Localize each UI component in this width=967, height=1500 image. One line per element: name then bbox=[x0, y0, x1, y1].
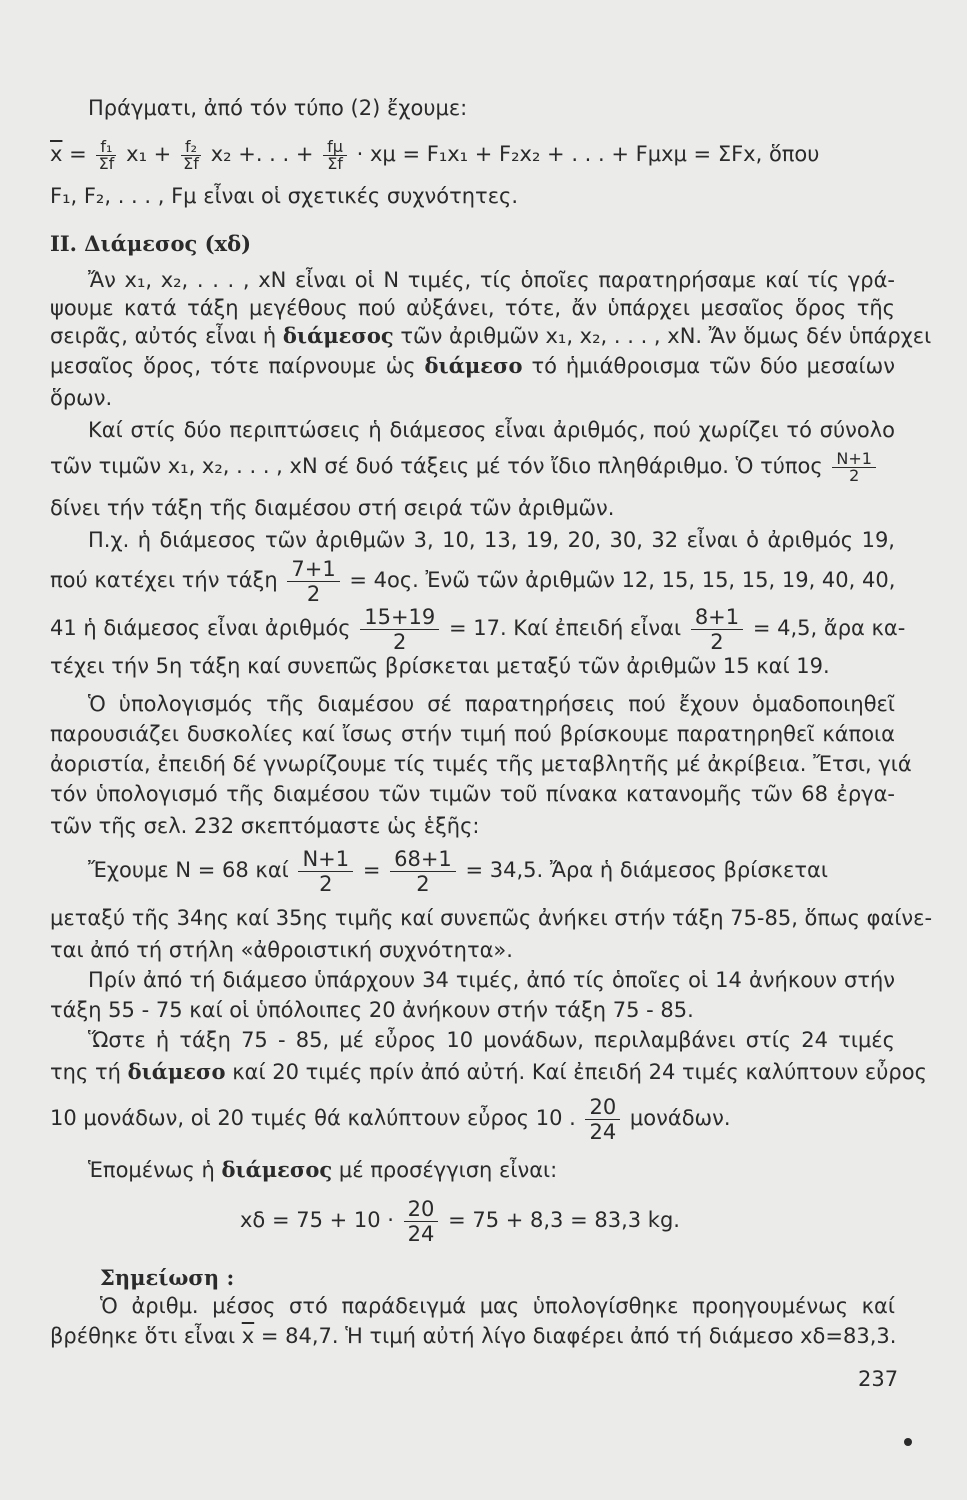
text-line: ψουμε κατά τάξη μεγέθους πού αὐξάνει, τότε, ἄν ὑπάρχει μεσαῖος ὅρος τῆς bbox=[50, 296, 895, 320]
text-line: τέχει τήν 5η τάξη καί συνεπῶς βρίσκεται μεταξύ τῶν ἀριθμῶν 15 καί 19. bbox=[50, 654, 830, 678]
section-heading: II. Διάμεσος (xδ) bbox=[50, 231, 252, 256]
fraction: $\frac{\text{f₁}}{\Sigma f}$ bbox=[96, 139, 116, 172]
text-line: Πρίν ἀπό τή διάμεσο ὑπάρχουν 34 τιμές, ἀπό τίς ὁποῖες οἱ 14 ἀνήκουν στήν bbox=[88, 968, 895, 992]
fraction: $\frac{20}{24}$ bbox=[585, 1095, 620, 1144]
fraction: $\frac{20}{24}$ bbox=[404, 1197, 439, 1246]
text-line: Ἔχουμε N = 68 καί $\frac{N+1}{2}$ = $\frac{68+1}{2}$ = 34,5. Ἄρα ἡ διάμεσος βρίσκεται bbox=[88, 846, 828, 896]
term-median: διάμεσος bbox=[282, 323, 394, 348]
term-median: διάμεσο bbox=[127, 1059, 226, 1084]
mean-symbol: $\overline{x}$ bbox=[50, 142, 63, 166]
text-line: F₁, F₂, . . . , Fμ εἶναι οἱ σχετικές συχνότητες. bbox=[50, 184, 519, 208]
text-line: Καί στίς δύο περιπτώσεις ἡ διάμεσος εἶναι ἀριθμός, πού χωρίζει τό σύνολο bbox=[88, 418, 895, 442]
term-median: διάμεσο bbox=[424, 353, 523, 378]
fraction: $\frac{f\mu}{\Sigma f}$ bbox=[323, 139, 347, 172]
text-line: δίνει τήν τάξη τῆς διαμέσου στή σειρά τῶν ἀριθμῶν. bbox=[50, 496, 615, 520]
text-line: 10 μονάδων, οἱ 20 τιμές θά καλύπτουν εὖρος 10 . $\frac{20}{24}$ μονάδων. bbox=[50, 1094, 731, 1144]
text-line: τάξη 55 - 75 καί οἱ ὑπόλοιπες 20 ἀνήκουν στήν τάξη 75 - 85. bbox=[50, 998, 694, 1022]
text-line: μεσαῖος ὅρος, τότε παίρνουμε ὡς διάμεσο τό ἡμιάθροισμα τῶν δύο μεσαίων bbox=[50, 353, 895, 378]
fraction: $\frac{N+1}{2}$ bbox=[298, 847, 353, 896]
text-line: μεταξύ τῆς 34ης καί 35ης τιμῆς καί συνεπῶς ἀνήκει στήν τάξη 75-85, ὅπως φαίνε- bbox=[50, 906, 933, 930]
text-line: τῶν τιμῶν x₁, x₂, . . . , xN σέ δυό τάξεις μέ τόν ἴδιο πληθάριθμο. Ὁ τύπος $\frac{N+1}{2}$ bbox=[50, 444, 895, 488]
mean-formula: $\overline{x}$ = $\frac{\text{f₁}}{\Sigma f}$ x₁ + $\frac{\text{f₂}}{\Sigma f}$ x₂ +. . . + $\frac{f\mu}{\Sigma f}$ · xμ = F₁x₁ + F₂x₂ + . . . + Fμxμ = ΣFx, ὅπου bbox=[50, 136, 820, 173]
text-line: ται ἀπό τή στήλη «ἀθροιστική συχνότητα». bbox=[50, 938, 513, 962]
text-line: Πράγματι, ἀπό τόν τύπο (2) ἔχουμε: bbox=[88, 96, 468, 120]
fraction: $\frac{8+1}{2}$ bbox=[691, 605, 743, 654]
fraction: $\frac{N+1}{2}$ bbox=[832, 451, 876, 484]
text-line: της τή διάμεσο καί 20 τιμές πρίν ἀπό αὐτή. Καί ἐπειδή 24 τιμές καλύπτουν εὖρος bbox=[50, 1059, 927, 1084]
text-line: βρέθηκε ὅτι εἶναι $\overline{x} = 84,7$. Ἡ τιμή αὐτή λίγο διαφέρει ἀπό τή διάμεσο xδ=83,3. bbox=[50, 1324, 897, 1348]
note-heading: Σημείωση : bbox=[100, 1265, 235, 1290]
text-line: Ἑπομένως ἡ διάμεσος μέ προσέγγιση εἶναι: bbox=[88, 1157, 558, 1182]
text-line: τόν ὑπολογισμό τῆς διαμέσου τῶν τιμῶν τοῦ πίνακα κατανομῆς τῶν 68 ἐργα- bbox=[50, 782, 895, 806]
page-number: 237 bbox=[858, 1367, 899, 1391]
text-line: ὅρων. bbox=[50, 386, 113, 410]
median-result-formula: xδ = 75 + 10 · $\frac{20}{24}$ = 75 + 8,3 = 83,3 kg. bbox=[240, 1196, 680, 1246]
text-line: 41 ἡ διάμεσος εἶναι ἀριθμός $\frac{15+19}{2}$ = 17. Καί ἐπειδή εἶναι $\frac{8+1}{2}$ = 4,5, ἄρα κα- bbox=[50, 604, 906, 654]
text-line: Ὥστε ἡ τάξη 75 - 85, μέ εὖρος 10 μονάδων, περιλαμβάνει στίς 24 τιμές bbox=[88, 1028, 895, 1052]
term-median: διάμεσος bbox=[221, 1157, 333, 1182]
text-line: πού κατέχει τήν τάξη $\frac{7+1}{2}$ = 4ος. Ἐνῶ τῶν ἀριθμῶν 12, 15, 15, 15, 19, 40, 40, bbox=[50, 556, 896, 606]
text-line: Ἄν x₁, x₂, . . . , xN εἶναι οἱ N τιμές, τίς ὁποῖες παρατηρήσαμε καί τίς γρά- bbox=[88, 268, 895, 292]
text-line: Ὁ ἀριθμ. μέσος στό παράδειγμά μας ὑπολογίσθηκε προηγουμένως καί bbox=[100, 1294, 895, 1318]
text-line: Π.χ. ἡ διάμεσος τῶν ἀριθμῶν 3, 10, 13, 19, 20, 30, 32 εἶναι ὁ ἀριθμός 19, bbox=[88, 528, 895, 552]
fraction: $\frac{68+1}{2}$ bbox=[390, 847, 456, 896]
text-line: τῶν τῆς σελ. 232 σκεπτόμαστε ὡς ἑξῆς: bbox=[50, 814, 480, 838]
ink-dot bbox=[904, 1438, 912, 1446]
fraction: $\frac{15+19}{2}$ bbox=[360, 605, 439, 654]
fraction: $\frac{7+1}{2}$ bbox=[287, 557, 339, 606]
mean-symbol: $\overline{x}$ bbox=[241, 1324, 255, 1348]
text-line: ἀοριστία, ἐπειδή δέ γνωρίζουμε τίς τιμές τῆς μεταβλητῆς μέ ἀκρίβεια. Ἔτσι, γιά bbox=[50, 752, 912, 776]
text-line: σειρᾶς, αὐτός εἶναι ἡ διάμεσος τῶν ἀριθμῶν x₁, x₂, . . . , xN. Ἄν ὅμως δέν ὑπάρχει bbox=[50, 323, 932, 348]
text-line: παρουσιάζει δυσκολίες καί ἴσως στήν τιμή πού βρίσκουμε παρατηρηθεῖ κάποια bbox=[50, 722, 895, 746]
fraction: $\frac{\text{f₂}}{\Sigma f}$ bbox=[181, 139, 201, 172]
text-line: Ὁ ὑπολογισμός τῆς διαμέσου σέ παρατηρήσεις πού ἔχουν ὁμαδοποιηθεῖ bbox=[88, 692, 895, 716]
